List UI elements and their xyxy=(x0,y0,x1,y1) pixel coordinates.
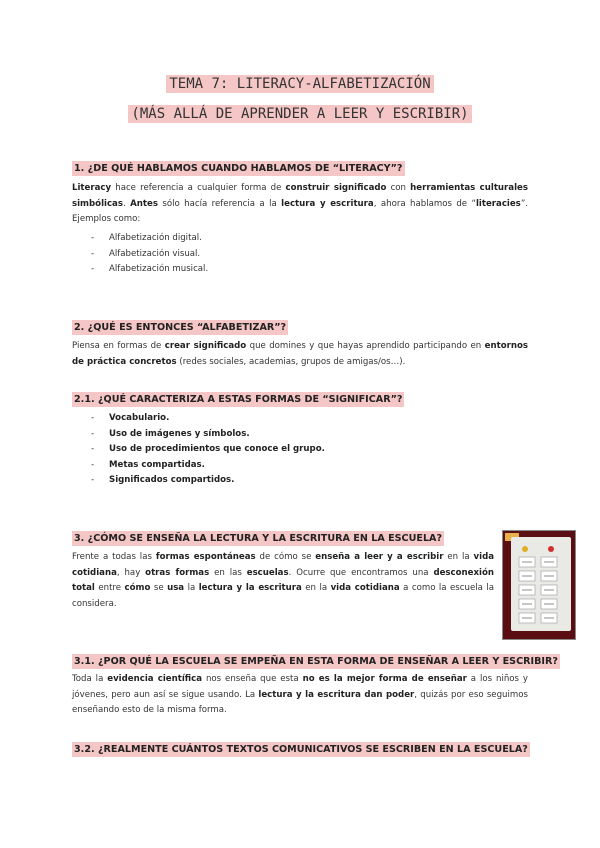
section-1-paragraph: Literacy hace referencia a cualquier forma de construir significado con herramientas culturales simbólicas. Antes sólo hacía referencia a la lectura y escritura, ahora hablamos de “literacies”. Ejemplos como: xyxy=(72,183,528,224)
section-1-heading: 1. ¿DE QUÉ HABLAMOS CUANDO HABLAMOS DE “LITERACY”? xyxy=(74,163,403,174)
section-2-paragraph: Piensa en formas de crear significado que domines y que hayas aprendido participando en entornos de práctica concretos (redes sociales, academias, grupos de amigas/os…). xyxy=(72,341,528,367)
section-3-1-paragraph: Toda la evidencia científica nos enseña que esta no es la mejor forma de enseñar a los niños y jóvenes, pero aun así se sigue usando. La lectura y la escritura dan poder, quizás por eso seguimos enseñando esto de la misma forma. xyxy=(72,674,529,715)
section-3-2-heading: 3.2. ¿REALMENTE CUÁNTOS TEXTOS COMUNICATIVOS SE ESCRIBEN EN LA ESCUELA? xyxy=(74,744,528,755)
document-title-line-1: TEMA 7: LITERACY-ALFABETIZACIÓN xyxy=(0,76,600,92)
document-page: TEMA 7: LITERACY-ALFABETIZACIÓN (MÁS ALLÁ DE APRENDER A LEER Y ESCRIBIR) 1. ¿DE QUÉ HABLAMOS CUANDO HABLAMOS DE “LITERACY”? Literacy hace referencia a cualquier forma de construir significado con herramientas culturales simbólicas. Antes sólo hacía referencia a la lectura y escritura, ahora hablamos de “literacies”. Ejemplos como: - Alfabetización digital. - Alfabetización visual. - Alfabetización musical. 2. ¿QUÉ ES ENTONCES “ALFABETIZAR”? Piensa en formas de crear significado que domines y que hayas aprendido participando en entornos de práctica concretos (redes sociales, academias, grupos de amigas/os…). 2.1. ¿QUÉ CARACTERIZA A ESTAS FORMAS DE “SIGNIFICAR”? - Vocabulario. - Uso de imágenes y símbolos. - Uso de procedimientos que conoce el grupo. - Metas compartidas. - Significados compartidos. 3. ¿CÓMO SE ENSEÑA LA LECTURA Y LA ESCRITURA EN LA ESCUELA? Frente a todas las formas espontáneas de cómo se enseña a leer y a escribir en la vida cotidiana, hay otras formas en las escuelas. Ocurre que encontramos una desconexión total entre cómo se usa la lectura y la escritura en la vida cotidiana a como la escuela la considera. 3.1. ¿POR QUÉ LA ESCUELA SE EMPEÑA EN ESTA FORMA DE ENSEÑAR A LEER Y ESCRIBIR? Toda la evidencia científica nos enseña que esta no es la mejor forma de enseñar a los niños y jóvenes, pero aun así se sigue usando. La lectura y la escritura dan poder, quizás por eso seguimos enseñando esto de la misma forma. 3.2. ¿REALMENTE CUÁNTOS TEXTOS COMUNICATIVOS SE ESCRIBEN EN LA ESCUELA? xyxy=(0,0,600,848)
section-2-heading: 2. ¿QUÉ ES ENTONCES “ALFABETIZAR”? xyxy=(74,322,287,333)
section-3-paragraph: Frente a todas las formas espontáneas de cómo se enseña a leer y a escribir en la vida cotidiana, hay otras formas en las escuelas. Ocurre que encontramos una desconexión total entre cómo se usa la lectura y la escritura en la vida cotidiana a como la escuela la considera. xyxy=(72,552,495,609)
section-2-1-heading: 2.1. ¿QUÉ CARACTERIZA A ESTAS FORMAS DE “SIGNIFICAR”? xyxy=(74,394,403,405)
section-3-heading: 3. ¿CÓMO SE ENSEÑA LA LECTURA Y LA ESCRITURA EN LA ESCUELA? xyxy=(74,533,443,544)
board-photo-illustration xyxy=(503,531,575,639)
section-3-1-heading: 3.1. ¿POR QUÉ LA ESCUELA SE EMPEÑA EN ESTA FORMA DE ENSEÑAR A LEER Y ESCRIBIR? xyxy=(74,656,558,667)
classroom-board-photo xyxy=(502,530,576,640)
document-title-line-2: (MÁS ALLÁ DE APRENDER A LEER Y ESCRIBIR) xyxy=(0,106,600,122)
